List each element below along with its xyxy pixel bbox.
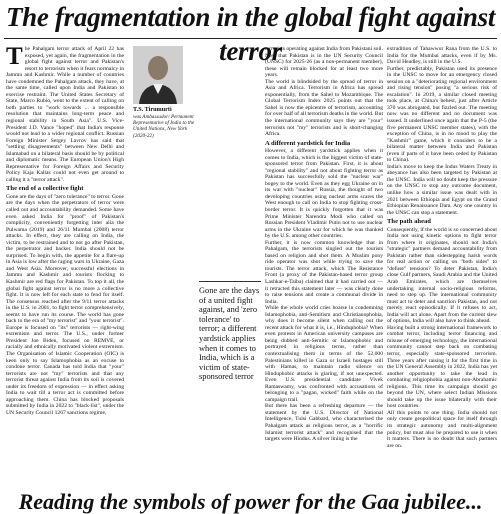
next-article-headline: Reading the symbols of power for the Gaa jubilee... <box>18 490 483 514</box>
paragraph: India's move to keep the Indus Waters Treaty in abeyance has also been targeted by Pakistan at the UNSC. India will no doubt keep the pressure on the UNSC to stop any outcome document, unlike how a similar issue was dealt with in 2021 between Ethiopia and Egypt on the Grand Ethiopian Renaissance Dam. Any one country in the UNSC can stop a statement. <box>387 163 497 216</box>
pullquote-rule-top <box>199 281 261 282</box>
article-column-3 <box>387 46 497 492</box>
pullquote: Gone are the days of a united fight against, and 'zero tolerance' to terror; a different yardstick applies when it comes to India, which is a victim of state-sponsored terror <box>199 286 260 382</box>
paragraph: The world is blindsided by the spread of terror in Asia and Africa. Terrorism in Africa has spread exponentially, from the Sahel to Mozambique. The Global Terrorism Index 2025 points out that the Sahel is now the epicentre of terrorism, accounting for over half of all terrorism deaths in the world. But the international community says they are "your" terrorists not "my" terrorists and is short-changing Africa. <box>265 78 383 138</box>
paragraph: Consequently, if the world is so concerned about India not using kinetic options to fight terror from where it originates, should not India's "strategic" partners demand accountability from Pakistan rather than sidestepping harsh words for real action or calling on "both sides" to "defuse" tensions? To deter Pakistan, India's close Gulf partners, Saudi Arabia and the United Arab Emirates, which are themselves undertaking internal socio-religious reforms, need to step up. The international community must act to deter and sanction Pakistan, and not merely react episodically. If it refuses to act, India will act alone. Apart from the current slew of options, India will also have to think ahead. <box>387 226 497 325</box>
article-column-1 <box>6 46 124 492</box>
author-photo <box>133 46 183 104</box>
paragraph: While the whole world cries hoarse in condemning Islamophobia, anti-Semitism and Christianophobia, why does it become silent when calling out the recent attack for what it is, i.e., Hinduphobia? When even protests in American university campuses are being dubbed anti-Semitic or Islamophobic and portrayed in religious terms, rather than contextualising them in terms of the 52,000 Palestinians killed in Gaza or Israeli hostages still with Hamas, to maintain radio silence on Hinduphobic attacks is glaring, if not unexpected. Even U.S. presidential candidate Vivek Ramaswamy, was confronted with accusations of belonging to a "pagan, wicked" faith while on the campaign trail. <box>265 305 383 403</box>
page-headline: The fragmentation in the global fight against terror <box>5 2 496 66</box>
paragraph: Further, predictably, Pakistan used its presence in the UNSC to move for an emergency closed session on a "deteriorating regional environment and rising tension" posing "a serious risk of escalation". In 2019, a similar closed meeting took place, at China's behest, just after Article 370 was abrogated, but fizzled out. The meeting now was no different and no document was issued. It underlined once again that the P-5 (the five permanent UNSC member states), with the exception of China, is in no mood to play the "Kashmir" game, which it considers to be a bilateral matter between India and Pakistan (even if parts of it have been ceded by Pakistan to China). <box>387 65 497 164</box>
paragraph: But there has been a refreshing departure — the statement by the U.S. Director of National Intelligence, Tulsi Gabbard, who characterised the Pahalgam attack as religious terror, as a "horrific Islamist terrorist attack" and recognised that the targets were Hindus. A silver lining is the <box>265 403 383 443</box>
paragraph: However, a different yardstick applies when it comes to India, which is the biggest victim of state-sponsored terror from Pakistan. First, it is about "regional stability" and not about fighting terror as Pakistan has successfully sold the "nuclear war" bogey to the world. Even as they egg Ukraine on in its war with "nuclear" Russia, the thought of two developing countries using nuclear arms scares the West enough to call on India to stop fighting cross-border terror. It is quickly forgotten that it was Prime Minister Narendra Modi who called on Russian President Vladimir Putin not to use nuclear arms in the Ukraine war for which he was thanked by the U.S. among other countries. <box>265 148 383 240</box>
subheading: The end of a collective fight <box>6 185 84 193</box>
subheading: The path ahead <box>387 218 431 226</box>
paragraph: Further, it is now common knowledge that in Pahalgam, the terrorists singled out the tourists based on religion and shot them. A Muslim pony ride operator was shot while trying to save the tourists. The terror attack, which The Resistance Front (a proxy of the Pakistan-based terror group Lashkar-e-Taiba) claimed that it had carried out — it retracted this statement later — was clearly done to raise tensions and create a communal divide in India. <box>265 239 383 305</box>
drop-cap: T <box>6 46 23 70</box>
paragraph: terrorists operating against India from Pakistani soil. Now that Pakistan is in the UN Security Council (UNSC) for 2025-26 (as a non-permanent member), these will remain blocked for at least two more years. <box>265 46 383 79</box>
paragraph: Having built a strong international framework to combat terror, including terror financing and misuse of emerging technology, the international community cannot step back on combating terror, especially state-sponsored terrorism. Three years after raising it for the first time in the UN General Assembly in 2022, India has yet another opportunity to take the lead in combating religiophobia against non-Abrahamic religions. This time its campaign should go beyond the UN, where select Indian Missions should take up the issue bilaterally with their host countries. <box>387 324 497 410</box>
paragraph: extradition of Tahawwur Rana from the U.S. to India for the Mumbai attacks, even if by Ms. David Headley, is still in the U.S. <box>387 46 497 66</box>
author-portrait-icon <box>133 46 183 104</box>
author-bio: was Ambassador/ Permanent Representative of India to the United Nations, New York (2020-22) <box>133 114 195 139</box>
author-name: T.S. Tirumurti <box>133 106 172 113</box>
subheading: A different yardstick for India <box>265 139 351 147</box>
paragraph: All this points to one thing. India should not only create geopolitical space for itself through its strategic autonomy and multi-alignment policy, but must also be prepared to use it when it matters. There is no doubt that such partners are on. <box>387 409 497 449</box>
article-column-2 <box>265 46 383 492</box>
headline-rule <box>4 38 497 39</box>
paragraph: Gone are the days of "zero tolerance" to terror. Gone are the days when the perpetrators of terror were called out and accountability demanded. Some have even asked India for "proof" of Pakistan's complicity, conveniently forgetting inter alia the Pulwama (2019) and 26/11 Mumbai (2008) terror attacks. In effect, they are calling on India, the victim, to be restrained and to not go after Pakistan, the perpetrator and backer. India should not be surprised. To begin with, the appetite for a flare-up in Asia is low after the raging wars in Ukraine, Gaza and West Asia. Moreover, successful elections in Jammu and Kashmir and tourists flocking to Kashmir are red flags for Pakistan. To top it all, the global fight against terror is no more a collective fight. It is now left for each state to fend for itself. The consensus reached after the 9/11 terror attacks in the U.S. in 2001, to fight terror comprehensively, seems to have run its course. The world has gone back to the era of "my terrorist" and "your terrorist". Europe is focused on "its" terrorists — right-wing extremism and terror. The U.S., under former President Joe Biden, focused on REMVE, or racially and ethnically motivated violent extremism. The Organisation of Islamic Cooperation (OIC) is keen only to say Islamophobia as an excuse to condone terror. Canada has told India that "your" terrorists are not "my" terrorists and that any terrorist threat against India from its soil is covered under its freedom of expression — in effect asking India to wait till a terror act is committed before approaching them. China has blocked proposals submitted by India in 2022 to "black-list", under the UN Security Council 1267 sanctions regime, <box>6 193 124 416</box>
paragraph: The Pahalgam terror attack of April 22 has exposed, yet again, the fragmentation in the global fight against terror and Pakistan's resort to terrorism when it fears normalcy in Jammu and Kashmir. While a number of countries have condemned the Pahalgam attack, they have, at the same time, called upon India and Pakistan to exercise restraint. The United States Secretary of State, Marco Rubio, went to the extent of calling on both parties to "work towards ... a responsible resolution that maintains long-term peace and regional stability in South Asia". U.S. Vice-President J.D. Vance "hoped" that India's response would not lead to a wider regional conflict. Russian Foreign Minister Sergey Lavrov has said that "settling disagreements" between New Delhi and Islamabad on a bilateral basis should be by political and diplomatic means. The European Union's High Representative for Foreign Affairs and Security Policy Kaja Kallas could not even get around to calling it a "terror attack". <box>6 46 124 183</box>
